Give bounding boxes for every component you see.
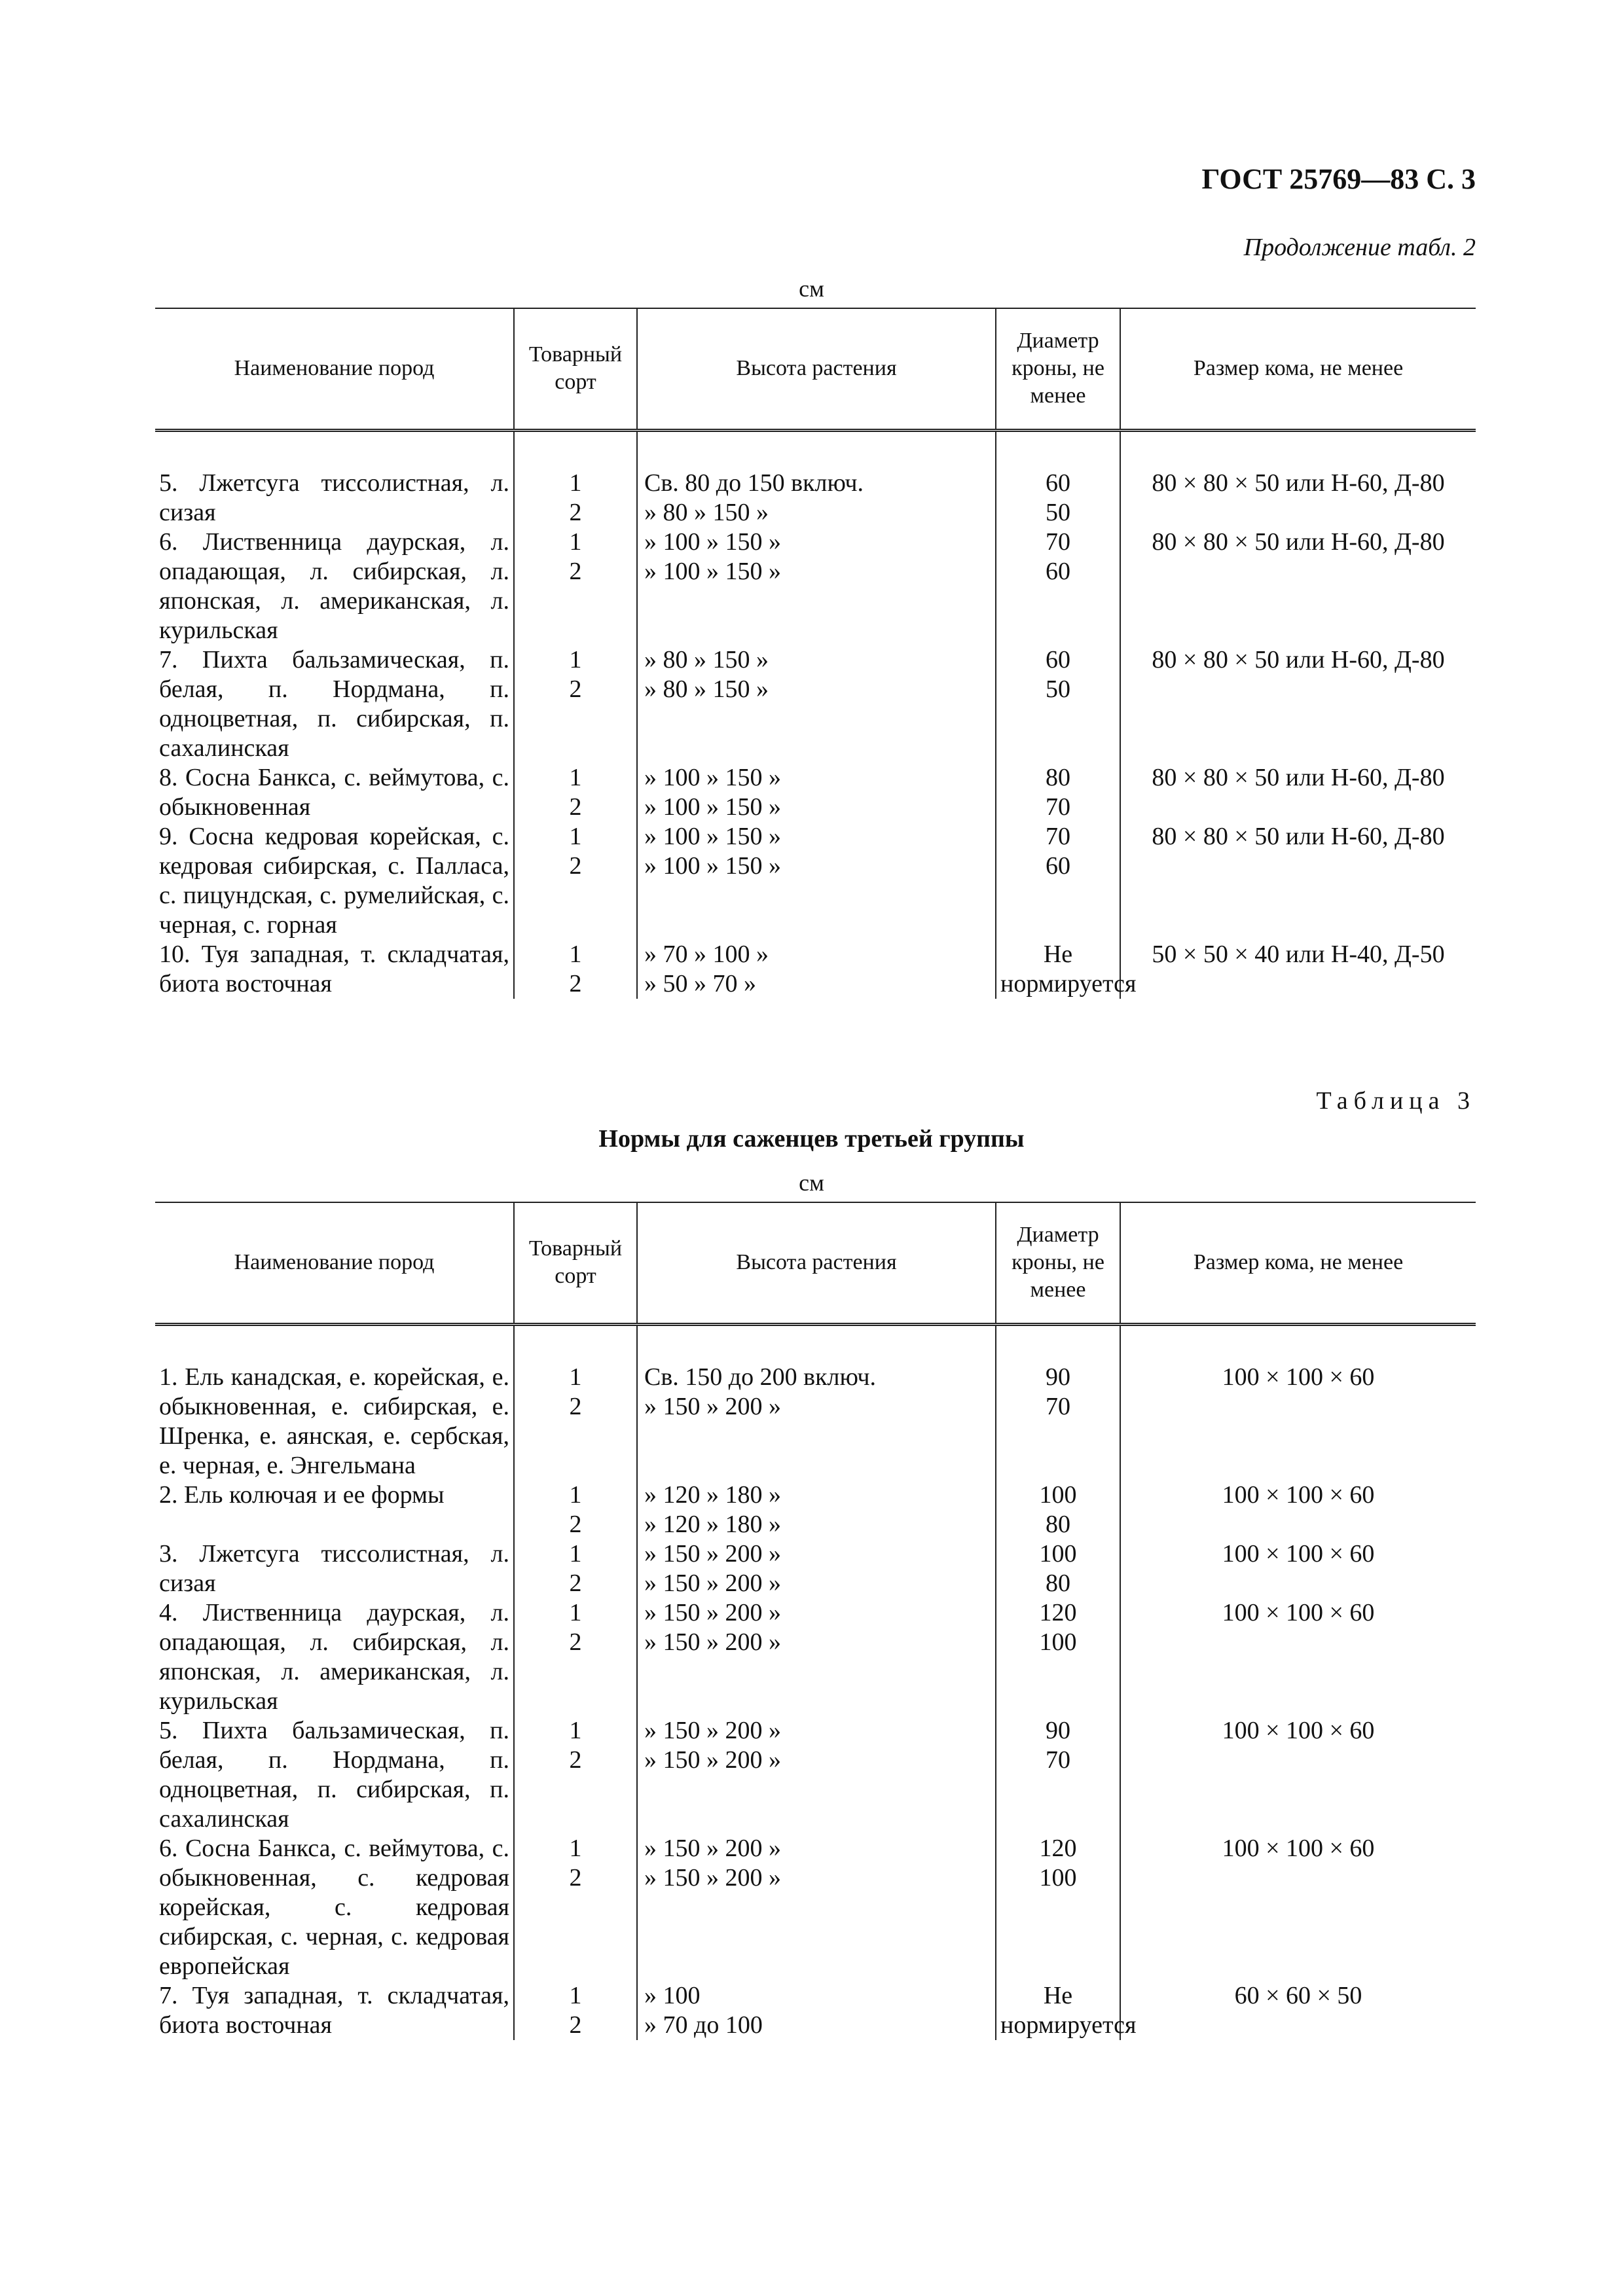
table2-unit: см xyxy=(799,276,824,302)
crown-diameter-cell xyxy=(996,1834,1120,1981)
root-ball-size: 80 × 80 × 50 или Н-60, Д-80 xyxy=(1120,763,1476,822)
crown-diameter-cell xyxy=(996,1539,1120,1598)
crown-diameter-cell xyxy=(996,822,1120,940)
height-cell xyxy=(637,763,996,822)
grade-value: 1 xyxy=(569,1598,582,1626)
col-header-grade: Товарный сорт xyxy=(514,1202,637,1324)
table-row xyxy=(155,645,1476,763)
grade-cell xyxy=(514,469,637,528)
height-cell xyxy=(637,1981,996,2040)
species-name: 5. Лжетсуга тиссолистная, л. сизая xyxy=(159,469,509,526)
crown-diameter-cell xyxy=(996,1598,1120,1716)
grade-cell xyxy=(514,1363,637,1480)
table-row xyxy=(155,1363,1476,1480)
crown-diameter-value: 80 xyxy=(1046,763,1070,791)
grade-value: 1 xyxy=(569,1539,582,1568)
crown-diameter-value: 60 xyxy=(1046,852,1070,880)
grade-value: 1 xyxy=(569,469,582,497)
grade-cell xyxy=(514,1480,637,1539)
grade-value: 1 xyxy=(569,1480,582,1509)
crown-diameter-cell xyxy=(996,763,1120,822)
height-cell xyxy=(637,645,996,763)
height-cell xyxy=(637,1539,996,1598)
grade-cell xyxy=(514,822,637,940)
height-value: » 150 » 200 » xyxy=(644,1716,781,1744)
species-name: 4. Лиственница даурская, л. опадающая, л. сибирская, л. японская, л. американская, л. курильская xyxy=(159,1598,509,1715)
root-ball-size: 50 × 50 × 40 или Н-40, Д-50 xyxy=(1120,940,1476,999)
crown-diameter-value: 70 xyxy=(1046,822,1070,850)
crown-diameter-value: 60 xyxy=(1046,469,1070,497)
col-header-species: Наименование пород xyxy=(155,308,514,430)
grade-value: 2 xyxy=(569,1569,582,1597)
height-value: » 120 » 180 » xyxy=(644,1510,781,1538)
species-name: 10. Туя западная, т. складчатая, биота восточная xyxy=(159,940,509,997)
table-row xyxy=(155,763,1476,822)
grade-value: 1 xyxy=(569,1981,582,2009)
crown-diameter-value: Не нормируется xyxy=(1000,1981,1137,2039)
height-cell xyxy=(637,528,996,645)
height-value: » 150 » 200 » xyxy=(644,1598,781,1626)
height-value: » 100 » 150 » xyxy=(644,763,781,791)
height-value: » 80 » 150 » xyxy=(644,498,769,526)
grade-value: 2 xyxy=(569,1746,582,1774)
crown-diameter-value: 50 xyxy=(1046,675,1070,703)
height-value: » 100 » 150 » xyxy=(644,852,781,880)
crown-diameter-cell xyxy=(996,940,1137,999)
height-value: » 50 » 70 » xyxy=(644,969,756,997)
table-row xyxy=(155,1480,1476,1539)
grade-cell xyxy=(514,1598,637,1716)
height-value: » 80 » 150 » xyxy=(644,645,769,673)
crown-diameter-cell xyxy=(996,645,1120,763)
col-header-crown-diameter: Диаметр кроны, не менее xyxy=(996,308,1120,430)
root-ball-size: 100 × 100 × 60 xyxy=(1120,1539,1476,1598)
table-3 xyxy=(155,1202,1476,2040)
grade-value: 1 xyxy=(569,1716,582,1744)
crown-diameter-cell xyxy=(996,1480,1120,1539)
grade-value: 1 xyxy=(569,940,582,968)
root-ball-size: 80 × 80 × 50 или Н-60, Д-80 xyxy=(1120,822,1476,940)
grade-cell xyxy=(514,940,637,999)
grade-value: 2 xyxy=(569,498,582,526)
height-value: » 100 » 150 » xyxy=(644,793,781,821)
height-cell xyxy=(637,1834,996,1981)
table-row xyxy=(155,940,1476,999)
crown-diameter-cell xyxy=(996,1716,1120,1834)
crown-diameter-value: 60 xyxy=(1046,645,1070,673)
col-header-root-ball: Размер кома, не менее xyxy=(1120,308,1476,430)
grade-cell xyxy=(514,763,637,822)
grade-cell xyxy=(514,1539,637,1598)
crown-diameter-cell xyxy=(996,528,1120,645)
crown-diameter-value: 70 xyxy=(1046,528,1070,556)
height-value: » 80 » 150 » xyxy=(644,675,769,703)
grade-value: 2 xyxy=(569,793,582,821)
crown-diameter-value: 120 xyxy=(1039,1598,1077,1626)
table-row xyxy=(155,1834,1476,1981)
height-cell xyxy=(637,469,996,528)
crown-diameter-cell xyxy=(996,469,1120,528)
root-ball-size: 100 × 100 × 60 xyxy=(1120,1480,1476,1539)
species-name: 6. Сосна Банкса, с. веймутова, с. обыкновенная, с. кедровая корейская, с. кедровая сибирская, с. черная, с. кедровая европейская xyxy=(159,1834,509,1980)
table-row xyxy=(155,1539,1476,1598)
grade-cell xyxy=(514,528,637,645)
crown-diameter-value: 100 xyxy=(1039,1863,1077,1892)
height-value: » 100 » 150 » xyxy=(644,557,781,585)
col-header-height: Высота растения xyxy=(637,308,996,430)
table-continuation-note: Продолжение табл. 2 xyxy=(1243,234,1476,261)
height-value: » 100 » 150 » xyxy=(644,822,781,850)
root-ball-size: 100 × 100 × 60 xyxy=(1120,1834,1476,1981)
species-name: 8. Сосна Банкса, с. веймутова, с. обыкновенная xyxy=(159,763,509,821)
table-row xyxy=(155,1981,1476,2040)
crown-diameter-value: 100 xyxy=(1039,1539,1077,1568)
grade-value: 2 xyxy=(569,675,582,703)
root-ball-size: 100 × 100 × 60 xyxy=(1120,1716,1476,1834)
table-row xyxy=(155,1716,1476,1834)
height-value: » 100 xyxy=(644,1981,701,2009)
grade-value: 2 xyxy=(569,1392,582,1420)
crown-diameter-value: Не нормируется xyxy=(1000,940,1137,997)
crown-diameter-value: 80 xyxy=(1046,1569,1070,1597)
species-name: 6. Лиственница даурская, л. опадающая, л. сибирская, л. японская, л. американская, л. курильская xyxy=(159,528,509,644)
height-value: » 150 » 200 » xyxy=(644,1628,781,1656)
height-value: » 150 » 200 » xyxy=(644,1392,781,1420)
crown-diameter-value: 70 xyxy=(1046,1392,1070,1420)
table3-label: Таблица 3 xyxy=(1316,1087,1476,1115)
table-row xyxy=(155,822,1476,940)
col-header-species: Наименование пород xyxy=(155,1202,514,1324)
table-row xyxy=(155,528,1476,645)
grade-cell xyxy=(514,1834,637,1981)
col-header-height: Высота растения xyxy=(637,1202,996,1324)
page-header: ГОСТ 25769—83 С. 3 xyxy=(1201,163,1476,195)
grade-value: 1 xyxy=(569,528,582,556)
height-value: » 150 » 200 » xyxy=(644,1539,781,1568)
crown-diameter-value: 100 xyxy=(1039,1628,1077,1656)
height-value: » 70 » 100 » xyxy=(644,940,769,968)
table2-body xyxy=(155,430,1476,999)
col-header-grade: Товарный сорт xyxy=(514,308,637,430)
height-cell xyxy=(637,940,996,999)
height-cell xyxy=(637,1363,996,1480)
table-row xyxy=(155,469,1476,528)
grade-value: 2 xyxy=(569,1510,582,1538)
species-name: 2. Ель колючая и ее формы xyxy=(159,1480,445,1509)
root-ball-size: 80 × 80 × 50 или Н-60, Д-80 xyxy=(1120,528,1476,645)
species-name: 1. Ель канадская, е. корейская, е. обыкновенная, е. сибирская, е. Шренка, е. аянская, е. сербская, е. черная, е. Энгельмана xyxy=(159,1363,509,1479)
crown-diameter-value: 70 xyxy=(1046,793,1070,821)
grade-value: 2 xyxy=(569,2011,582,2039)
crown-diameter-value: 60 xyxy=(1046,557,1070,585)
height-value: » 150 » 200 » xyxy=(644,1863,781,1892)
crown-diameter-value: 70 xyxy=(1046,1746,1070,1774)
root-ball-size: 100 × 100 × 60 xyxy=(1120,1363,1476,1480)
species-name: 5. Пихта бальзамическая, п. белая, п. Нордмана, п. одноцветная, п. сибирская, п. сахалинская xyxy=(159,1716,509,1833)
height-value: Св. 80 до 150 включ. xyxy=(644,469,864,497)
height-value: » 120 » 180 » xyxy=(644,1480,781,1509)
species-name: 7. Пихта бальзамическая, п. белая, п. Нордмана, п. одноцветная, п. сибирская, п. сахалинская xyxy=(159,645,509,762)
grade-cell xyxy=(514,1981,637,2040)
col-header-root-ball: Размер кома, не менее xyxy=(1120,1202,1476,1324)
crown-diameter-value: 90 xyxy=(1046,1716,1070,1744)
root-ball-size: 100 × 100 × 60 xyxy=(1120,1598,1476,1716)
height-cell xyxy=(637,1598,996,1716)
table3-title: Нормы для саженцев третьей группы xyxy=(598,1125,1025,1153)
grade-value: 1 xyxy=(569,1363,582,1391)
height-cell xyxy=(637,822,996,940)
grade-value: 1 xyxy=(569,822,582,850)
height-value: Св. 150 до 200 включ. xyxy=(644,1363,877,1391)
table-2 xyxy=(155,308,1476,999)
grade-value: 2 xyxy=(569,557,582,585)
grade-cell xyxy=(514,1716,637,1834)
table-row xyxy=(155,1598,1476,1716)
grade-cell xyxy=(514,645,637,763)
root-ball-size: 60 × 60 × 50 xyxy=(1120,1981,1476,2040)
grade-value: 1 xyxy=(569,763,582,791)
height-cell xyxy=(637,1716,996,1834)
species-name: 7. Туя западная, т. складчатая, биота восточная xyxy=(159,1981,509,2039)
root-ball-size: 80 × 80 × 50 или Н-60, Д-80 xyxy=(1120,469,1476,528)
crown-diameter-value: 120 xyxy=(1039,1834,1077,1862)
crown-diameter-value: 100 xyxy=(1039,1480,1077,1509)
species-name: 3. Лжетсуга тиссолистная, л. сизая xyxy=(159,1539,509,1597)
table3-unit: см xyxy=(799,1170,824,1196)
height-value: » 100 » 150 » xyxy=(644,528,781,556)
height-value: » 150 » 200 » xyxy=(644,1834,781,1862)
height-value: » 150 » 200 » xyxy=(644,1746,781,1774)
crown-diameter-cell xyxy=(996,1363,1120,1480)
root-ball-size: 80 × 80 × 50 или Н-60, Д-80 xyxy=(1120,645,1476,763)
height-value: » 70 до 100 xyxy=(644,2011,763,2039)
grade-value: 1 xyxy=(569,645,582,673)
grade-value: 2 xyxy=(569,1628,582,1656)
grade-value: 2 xyxy=(569,969,582,997)
table3-body xyxy=(155,1324,1476,2040)
crown-diameter-cell xyxy=(996,1981,1137,2040)
crown-diameter-value: 90 xyxy=(1046,1363,1070,1391)
crown-diameter-value: 50 xyxy=(1046,498,1070,526)
grade-value: 2 xyxy=(569,852,582,880)
species-name: 9. Сосна кедровая корейская, с. кедровая сибирская, с. Палласа, с. пицундская, с. румелийская, с. черная, с. горная xyxy=(159,822,509,939)
col-header-crown-diameter: Диаметр кроны, не менее xyxy=(996,1202,1120,1324)
grade-value: 1 xyxy=(569,1834,582,1862)
grade-value: 2 xyxy=(569,1863,582,1892)
height-value: » 150 » 200 » xyxy=(644,1569,781,1597)
crown-diameter-value: 80 xyxy=(1046,1510,1070,1538)
height-cell xyxy=(637,1480,996,1539)
